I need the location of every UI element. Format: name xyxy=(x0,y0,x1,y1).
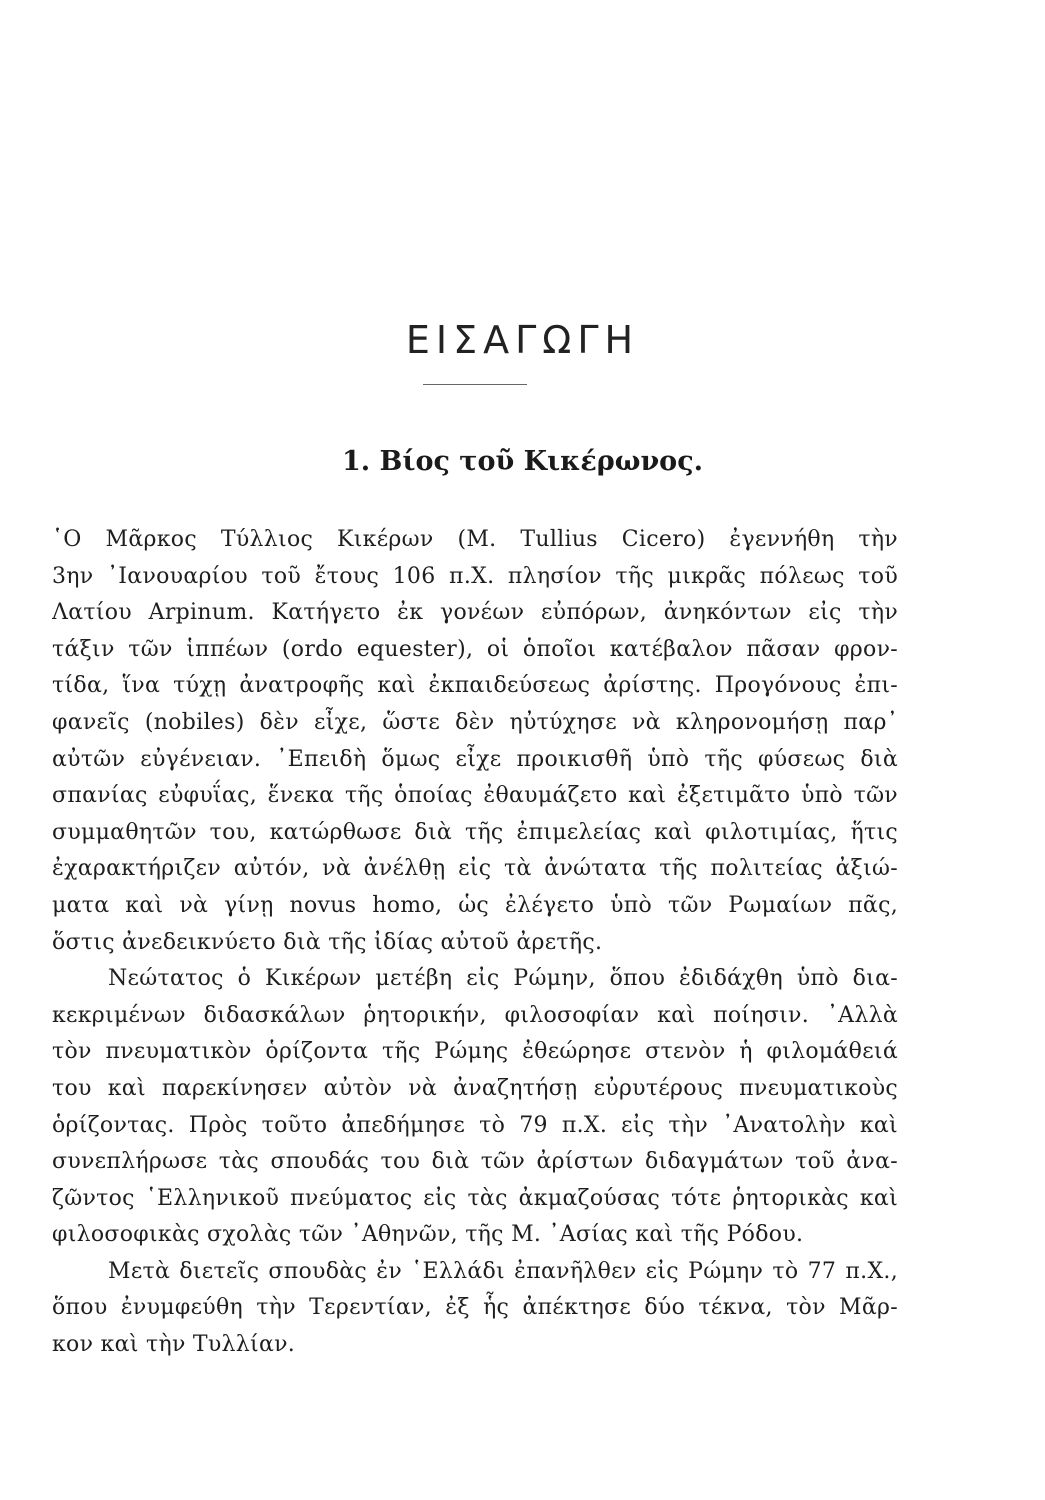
text-line: κεκριμένων διδασκάλων ῥητορικήν, φιλοσοφίαν καὶ ποίησιν. ᾿Αλλὰ xyxy=(52,1002,898,1028)
text-line: Μετὰ διετεῖς σπουδὰς ἐν ῾Ελλάδι ἐπανῆλθεν εἰς Ρώμην τὸ 77 π.Χ., xyxy=(108,1258,898,1284)
text-line: τὸν πνευματικὸν ὁρίζοντα τῆς Ρώμης ἐθεώρησε στενὸν ἡ φιλομάθειά xyxy=(52,1039,898,1065)
text-line: τάξιν τῶν ἱππέων (ordo equester), οἱ ὁποῖοι κατέβαλον πᾶσαν φρον- xyxy=(52,636,898,662)
text-line: ὁρίζοντας. Πρὸς τοῦτο ἀπεδήμησε τὸ 79 π.Χ. εἰς τὴν ᾿Ανατολὴν καὶ xyxy=(52,1112,898,1138)
text-line: συμμαθητῶν του, κατώρθωσε διὰ τῆς ἐπιμελείας καὶ φιλοτιμίας, ἥτις xyxy=(52,819,898,845)
title-rule xyxy=(423,384,527,385)
text-line: Λατίου Arpinum. Κατήγετο ἐκ γονέων εὐπόρων, ἀνηκόντων εἰς τὴν xyxy=(52,600,898,626)
text-line: σπανίας εὐφυΐας, ἕνεκα τῆς ὁποίας ἐθαυμάζετο καὶ ἐξετιμᾶτο ὑπὸ τῶν xyxy=(52,783,898,809)
text-line: κον καὶ τὴν Τυλλίαν. xyxy=(52,1332,296,1358)
text-line: ματα καὶ νὰ γίνῃ novus homo, ὡς ἐλέγετο ὑπὸ τῶν Ρωμαίων πᾶς, xyxy=(52,892,898,918)
text-line: Νεώτατος ὁ Κικέρων μετέβη εἰς Ρώμην, ὅπου ἐδιδάχθη ὑπὸ δια- xyxy=(108,966,898,992)
text-line: ζῶντος ῾Ελληνικοῦ πνεύματος εἰς τὰς ἀκμαζούσας τότε ῥητορικὰς καὶ xyxy=(52,1185,898,1211)
text-line: του καὶ παρεκίνησεν αὐτὸν νὰ ἀναζητήσῃ εὐρυτέρους πνευματικοὺς xyxy=(52,1075,898,1101)
text-line: φανεῖς (nobiles) δὲν εἶχε, ὥστε δὲν ηὐτύχησε νὰ κληρονομήσῃ παρ᾿ xyxy=(52,709,898,735)
text-line: ῾Ο Μᾶρκος Τύλλιος Κικέρων (M. Tullius Cicero) ἐγεννήθη τὴν xyxy=(52,527,898,552)
body-text xyxy=(52,522,898,1364)
chapter-title: ΕΙΣΑΓΩΓΗ xyxy=(405,318,640,362)
text-line: αὐτῶν εὐγένειαν. ᾿Επειδὴ ὅμως εἶχε προικισθῆ ὑπὸ τῆς φύσεως διὰ xyxy=(52,746,898,772)
text-line: ἐχαρακτήριζεν αὐτόν, νὰ ἀνέλθῃ εἰς τὰ ἀνώτατα τῆς πολιτείας ἀξιώ- xyxy=(52,856,898,882)
text-line: ὅστις ἀνεδεικνύετο διὰ τῆς ἰδίας αὐτοῦ ἀρετῆς. xyxy=(52,929,603,955)
text-line: φιλοσοφικὰς σχολὰς τῶν ᾿Αθηνῶν, τῆς Μ. ᾿Ασίας καὶ τῆς Ρόδου. xyxy=(52,1222,804,1248)
text-line: τίδα, ἵνα τύχῃ ἀνατροφῆς καὶ ἐκπαιδεύσεως ἀρίστης. Προγόνους ἐπι- xyxy=(52,673,898,699)
section-heading: 1. Βίος τοῦ Κικέρωνος. xyxy=(341,446,704,477)
text-line: συνεπλήρωσε τὰς σπουδάς του διὰ τῶν ἀρίστων διδαγμάτων τοῦ ἀνα- xyxy=(52,1149,898,1175)
text-line: ὅπου ἐνυμφεύθη τὴν Τερεντίαν, ἐξ ἧς ἀπέκτησε δύο τέκνα, τὸν Μᾶρ- xyxy=(52,1295,898,1321)
text-line: 3ην ᾿Ιανουαρίου τοῦ ἔτους 106 π.Χ. πλησίον τῆς μικρᾶς πόλεως τοῦ xyxy=(52,563,898,589)
